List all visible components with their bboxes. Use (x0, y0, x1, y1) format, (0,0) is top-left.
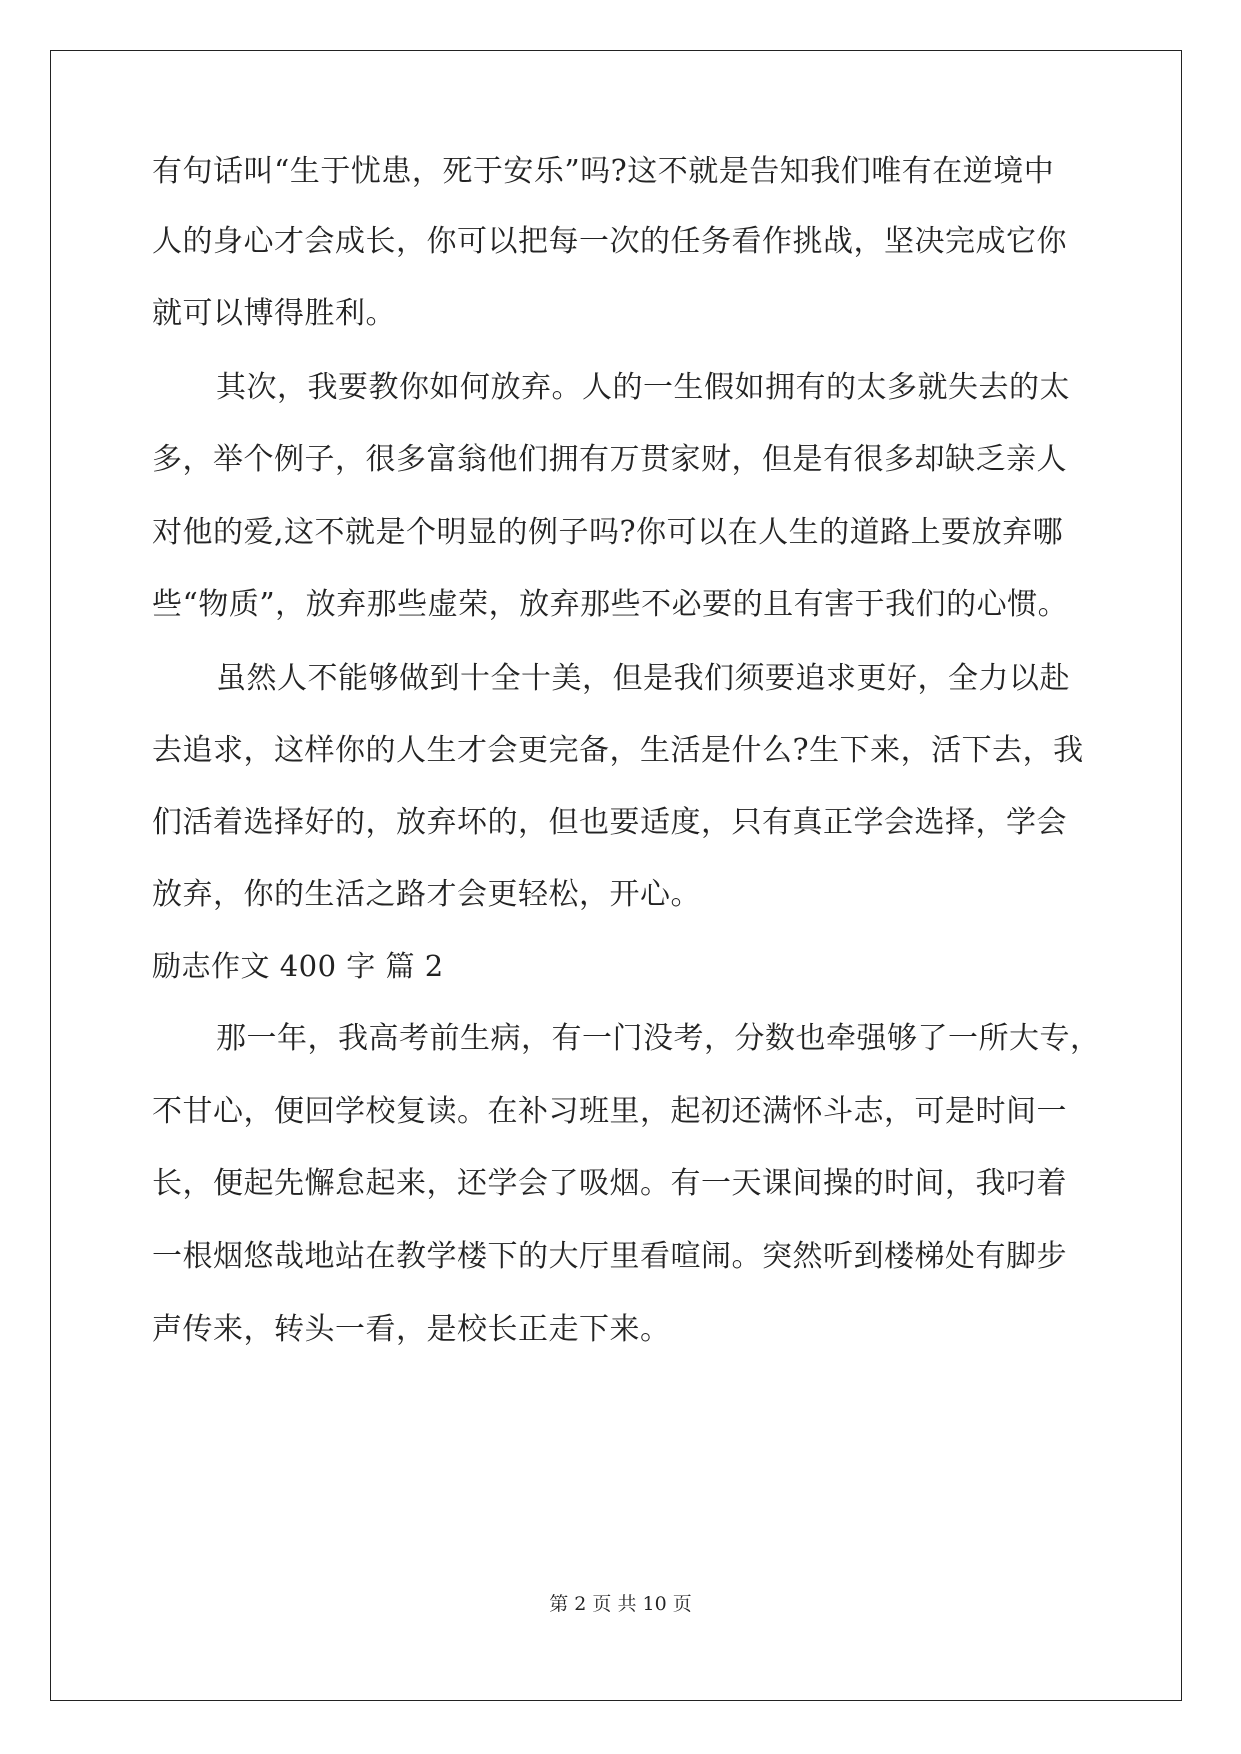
text-line: 去追求，这样你的人生才会更完备，生活是什么?生下来，活下去，我 (152, 733, 1084, 768)
page-number-footer: 第 2 页 共 10 页 (549, 1593, 692, 1615)
text-line: 不甘心，便回学校复读。在补习班里，起初还满怀斗志，可是时间一 (152, 1094, 1067, 1129)
section-heading: 励志作文 400 字 篇 2 (152, 949, 444, 983)
text-line: 放弃，你的生活之路才会更轻松，开心。 (152, 877, 701, 912)
text-line: 长，便起先懈怠起来，还学会了吸烟。有一天课间操的时间，我叼着 (152, 1166, 1067, 1201)
paragraph-first-line: 其次，我要教你如何放弃。人的一生假如拥有的太多就失去的太 (216, 370, 1070, 405)
text-line: 多，举个例子，很多富翁他们拥有万贯家财，但是有很多却缺乏亲人 (152, 442, 1067, 477)
text-line: 些“物质”，放弃那些虚荣，放弃那些不必要的且有害于我们的心惯。 (152, 587, 1069, 622)
text-line: 一根烟悠哉地站在教学楼下的大厅里看喧闹。突然听到楼梯处有脚步 (152, 1239, 1067, 1274)
text-line: 人的身心才会成长，你可以把每一次的任务看作挑战，坚决完成它你 (152, 224, 1067, 259)
text-line: 就可以博得胜利。 (152, 296, 396, 331)
text-line: 有句话叫“生于忧患，死于安乐”吗?这不就是告知我们唯有在逆境中 (152, 154, 1055, 189)
text-line: 对他的爱,这不就是个明显的例子吗?你可以在人生的道路上要放弃哪 (152, 515, 1064, 550)
text-line: 们活着选择好的，放弃坏的，但也要适度，只有真正学会选择，学会 (152, 805, 1067, 840)
paragraph-first-line: 虽然人不能够做到十全十美，但是我们须要追求更好，全力以赴 (216, 661, 1070, 696)
paragraph-first-line: 那一年，我高考前生病，有一门没考，分数也牵强够了一所大专， (216, 1021, 1101, 1056)
text-line: 声传来，转头一看，是校长正走下来。 (152, 1312, 671, 1347)
